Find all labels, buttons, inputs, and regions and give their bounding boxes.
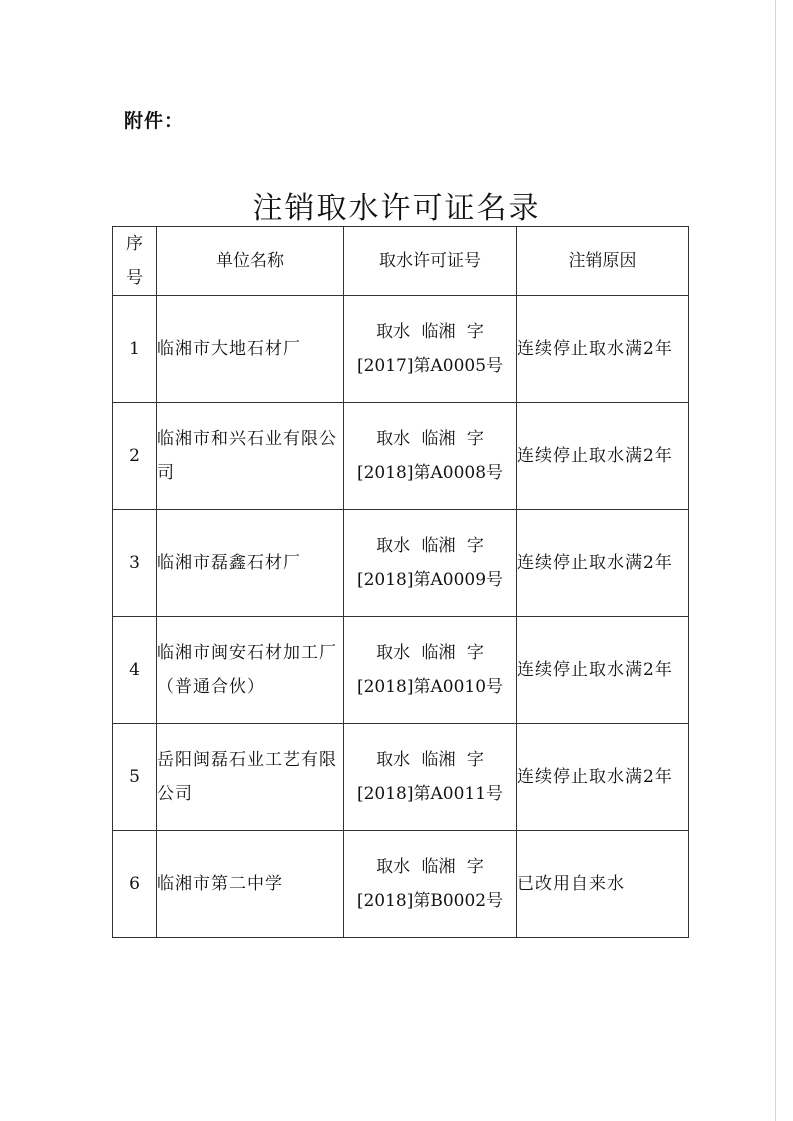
- row-permit-number: [344, 831, 517, 938]
- row-permit-number: [344, 403, 517, 510]
- permit-line2: [2018]第A0009号: [356, 570, 504, 590]
- permit-line2: [2018]第B0002号: [356, 891, 504, 911]
- permit-line2: [2018]第A0010号: [356, 677, 504, 697]
- row-unit-name: 临湘市第二中学: [157, 831, 344, 938]
- row-cancel-reason: 连续停止取水满2年: [517, 510, 689, 617]
- row-seq: 5: [113, 724, 157, 831]
- row-permit-number: [344, 296, 517, 403]
- page-edge-line: [775, 0, 776, 1121]
- row-unit-name: 岳阳闽磊石业工艺有限公司: [157, 724, 344, 831]
- row-cancel-reason: 连续停止取水满2年: [517, 617, 689, 724]
- header-unit-name: 单位名称: [157, 227, 344, 296]
- header-seq: [113, 227, 157, 296]
- table-header-row: [113, 227, 689, 296]
- row-seq: 4: [113, 617, 157, 724]
- row-permit-number: [344, 724, 517, 831]
- table-row: [113, 831, 689, 938]
- permit-line1: 取水 临湘 字: [376, 643, 484, 663]
- table-row: [113, 510, 689, 617]
- attachment-label: 附件：: [124, 110, 185, 132]
- permit-line1: 取水 临湘 字: [376, 536, 484, 556]
- document-title: 注销取水许可证名录: [252, 191, 541, 226]
- row-permit-number: [344, 510, 517, 617]
- header-permit-number: 取水许可证号: [344, 227, 517, 296]
- table-row: [113, 403, 689, 510]
- permit-line1: 取水 临湘 字: [376, 857, 484, 877]
- table-row: [113, 617, 689, 724]
- table-row: [113, 724, 689, 831]
- permit-line1: 取水 临湘 字: [376, 429, 484, 449]
- header-seq-line2: 号: [126, 268, 143, 288]
- permit-line2: [2018]第A0011号: [356, 784, 504, 804]
- row-seq: 6: [113, 831, 157, 938]
- permit-cancellation-table: [112, 226, 689, 938]
- table-row: [113, 296, 689, 403]
- permit-line1: 取水 临湘 字: [376, 322, 484, 342]
- row-unit-name: 临湘市闽安石材加工厂（普通合伙）: [157, 617, 344, 724]
- header-cancel-reason: 注销原因: [517, 227, 689, 296]
- permit-line2: [2017]第A0005号: [356, 356, 504, 376]
- row-cancel-reason: 连续停止取水满2年: [517, 296, 689, 403]
- row-seq: 3: [113, 510, 157, 617]
- permit-line2: [2018]第A0008号: [356, 463, 504, 483]
- row-cancel-reason: 已改用自来水: [517, 831, 689, 938]
- row-unit-name: 临湘市大地石材厂: [157, 296, 344, 403]
- row-seq: 2: [113, 403, 157, 510]
- row-unit-name: 临湘市和兴石业有限公司: [157, 403, 344, 510]
- header-seq-line1: 序: [126, 234, 143, 254]
- permit-line1: 取水 临湘 字: [376, 750, 484, 770]
- row-permit-number: [344, 617, 517, 724]
- row-unit-name: 临湘市磊鑫石材厂: [157, 510, 344, 617]
- row-seq: 1: [113, 296, 157, 403]
- row-cancel-reason: 连续停止取水满2年: [517, 403, 689, 510]
- row-cancel-reason: 连续停止取水满2年: [517, 724, 689, 831]
